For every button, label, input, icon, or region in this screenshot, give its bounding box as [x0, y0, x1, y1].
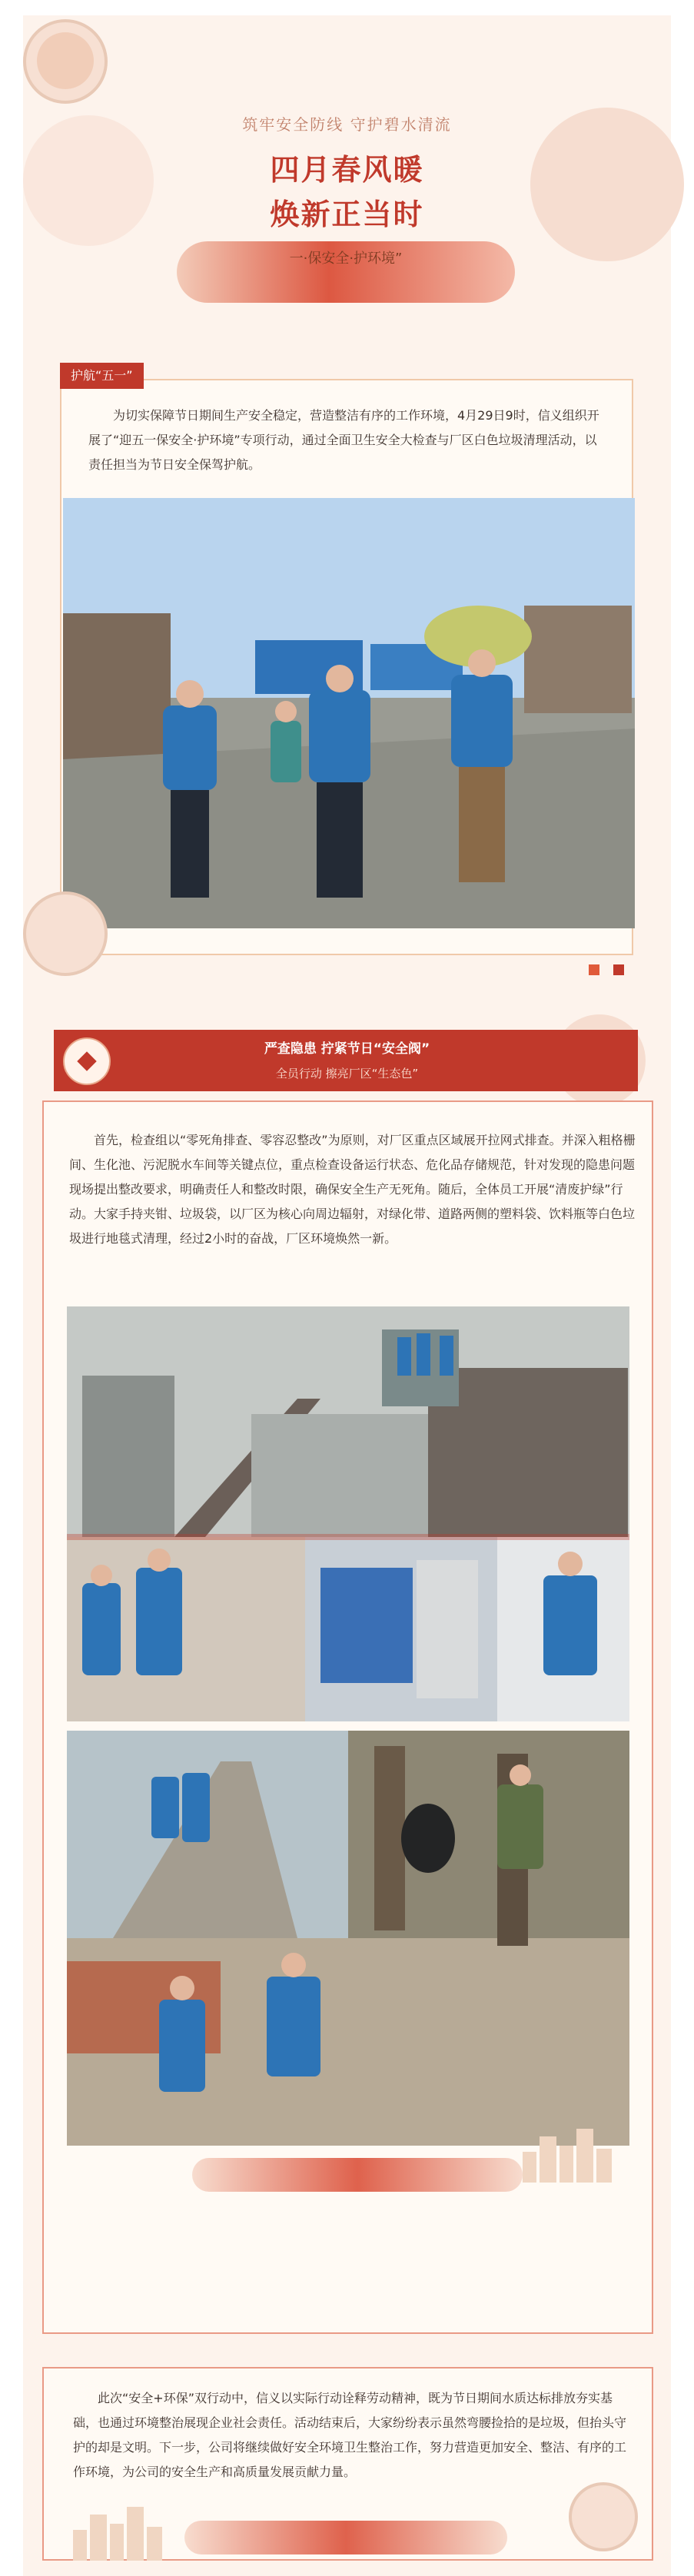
decor-circle-top-left-inner	[37, 32, 94, 89]
header-title-line2: 焕新正当时	[270, 198, 424, 231]
decor-circle-bottom-right	[569, 2482, 638, 2551]
decor-square-1	[589, 964, 599, 975]
section3-paragraph: 此次“安全+环保”双行动中，信义以实际行动诠释劳动精神，既为节日期间水质达标排放夯实基础，也通过环境整治展现企业社会责任。活动结束后，大家纷纷表示虽然弯腰捡拾的是垃圾，但抬头守护的却是文明。下一步，公司将继续做好安全环境卫生整治工作，努力营造更加安全、整洁、有序的工作环境，为公司的安全生产和高质量发展贡献力量。	[73, 2391, 627, 2479]
photo-collage-cleanup	[67, 1731, 629, 2146]
header-ribbon-text: 一·保安全·护环境”	[289, 251, 403, 267]
header-subtitle: 筑牢安全防线 守护碧水清流	[242, 115, 452, 134]
buildings-icon-bottom	[73, 2507, 165, 2561]
decor-circle-mid-left	[23, 891, 108, 976]
photo-group-walking	[63, 498, 635, 928]
buildings-icon	[523, 2129, 615, 2183]
header-title-line1: 四月春风暖	[270, 153, 424, 187]
banner-title: 严查隐患 拧紧节日“安全阀”	[264, 1041, 430, 1057]
section1-tag: 护航“五一”	[60, 363, 144, 389]
decor-square-2	[613, 964, 624, 975]
banner-subtitle: 全员行动 擦亮厂区“生态色”	[275, 1067, 419, 1081]
section2-paragraph: 首先，检查组以“零死角排查、零容忍整改”为原则，对厂区重点区域展开拉网式排查。并深入粗格栅间、生化池、污泥脱水车间等关键点位，重点检查设备运行状态、危化品存储规范，针对发现的隐患问题现场提出整改要求，明确责任人和整改时限，确保安全生产无死角。随后，全体员工开展“清废护绿”行动。大家手持夹钳、垃圾袋，以厂区为核心向周边辐射，对绿化带、道路两侧的塑料袋、饮料瓶等白色垃圾进行地毯式清理，经过2小时的奋战，厂区环境焕然一新。	[69, 1133, 636, 1246]
decor-ribbon-footer	[184, 2521, 507, 2554]
decor-ribbon-bottom	[192, 2158, 523, 2192]
section1-paragraph: 为切实保障节日期间生产安全稳定，营造整洁有序的工作环境，4月29日9时，信义组织开展了“迎五一保安全·护环境”专项行动，通过全面卫生安全大检查与厂区白色垃圾清理活动，以责任担当为节日安全保驾护航。	[88, 408, 599, 472]
photo-collage-inspection	[67, 1306, 629, 1721]
